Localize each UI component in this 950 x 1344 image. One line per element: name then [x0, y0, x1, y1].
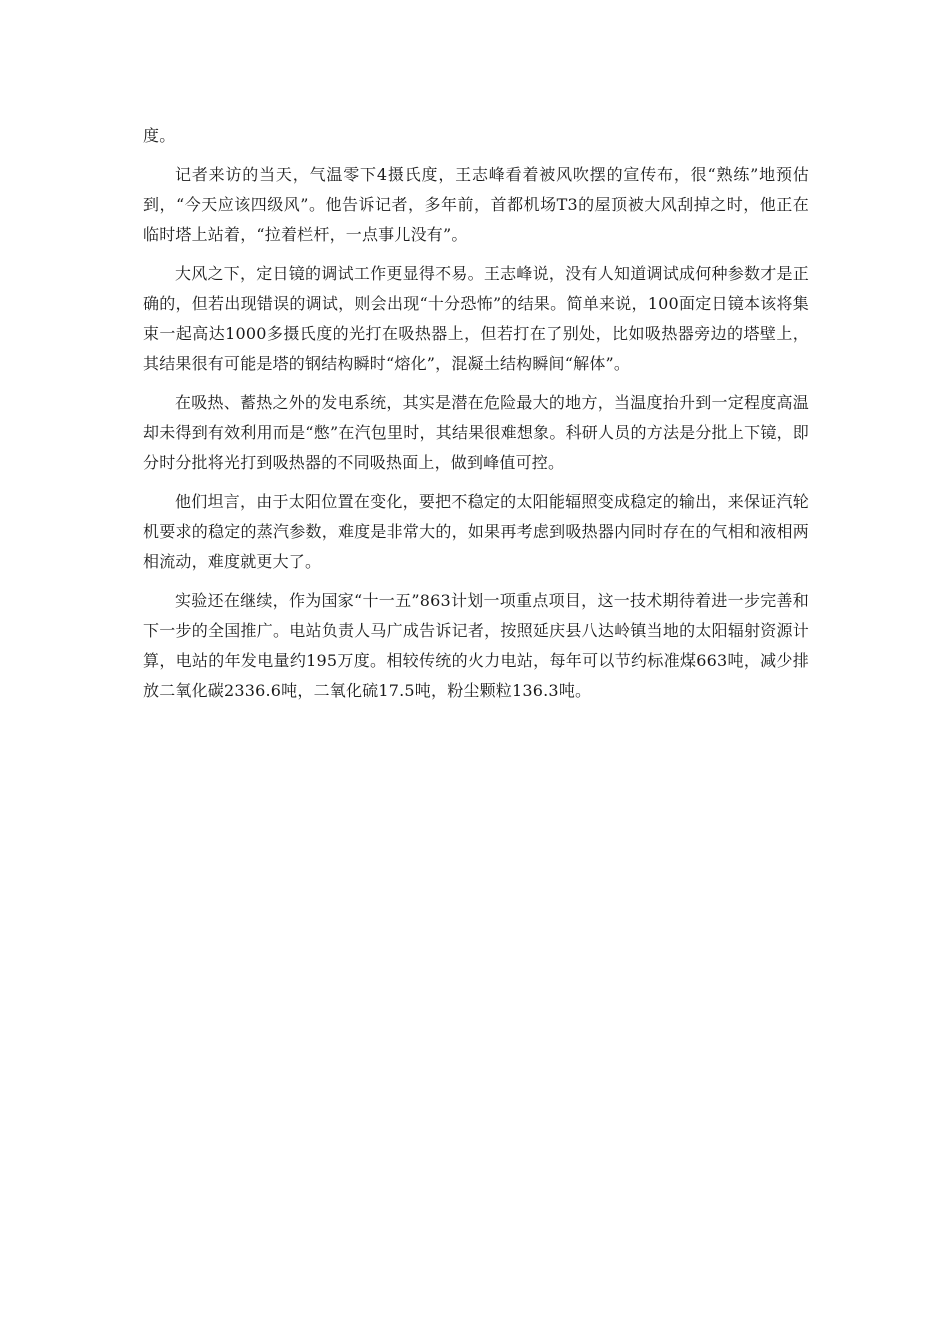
- paragraph-reporter-visit: 记者来访的当天，气温零下4摄氏度，王志峰看着被风吹摆的宣传布，很“熟练”地预估到，“今天应该四级风”。他告诉记者，多年前，首都机场T3的屋顶被大风刮掉之时，他正在临时塔上站着，“拉着栏杆，一点事儿没有”。: [143, 165, 809, 244]
- paragraph-stability-difficulty: 他们坦言，由于太阳位置在变化，要把不稳定的太阳能辐照变成稳定的输出，来保证汽轮机要求的稳定的蒸汽参数，难度是非常大的，如果再考虑到吸热器内同时存在的气相和液相两相流动，难度就更大了。: [143, 492, 809, 571]
- paragraph-experiment-outlook: 实验还在继续，作为国家“十一五”863计划一项重点项目，这一技术期待着进一步完善和下一步的全国推广。电站负责人马广成告诉记者，按照延庆县八达岭镇当地的太阳辐射资源计算，电站的年发电量约195万度。相较传统的火力电站，每年可以节约标准煤663吨，减少排放二氧化碳2336.6吨，二氧化硫17.5吨，粉尘颗粒136.3吨。: [143, 591, 809, 700]
- article-body: [143, 121, 809, 715]
- paragraph-power-system-risk: 在吸热、蓄热之外的发电系统，其实是潜在危险最大的地方，当温度抬升到一定程度高温却未得到有效利用而是“憋”在汽包里时，其结果很难想象。科研人员的方法是分批上下镜，即分时分批将光打到吸热器的不同吸热面上，做到峰值可控。: [143, 393, 809, 472]
- paragraph-continuation: 度。: [143, 126, 176, 145]
- paragraph-heliostat-debugging: 大风之下，定日镜的调试工作更显得不易。王志峰说，没有人知道调试成何种参数才是正确的，但若出现错误的调试，则会出现“十分恐怖”的结果。简单来说，100面定日镜本该将集束一起高达1000多摄氏度的光打在吸热器上，但若打在了别处，比如吸热器旁边的塔壁上，其结果很有可能是塔的钢结构瞬时“熔化”，混凝土结构瞬间“解体”。: [143, 264, 809, 373]
